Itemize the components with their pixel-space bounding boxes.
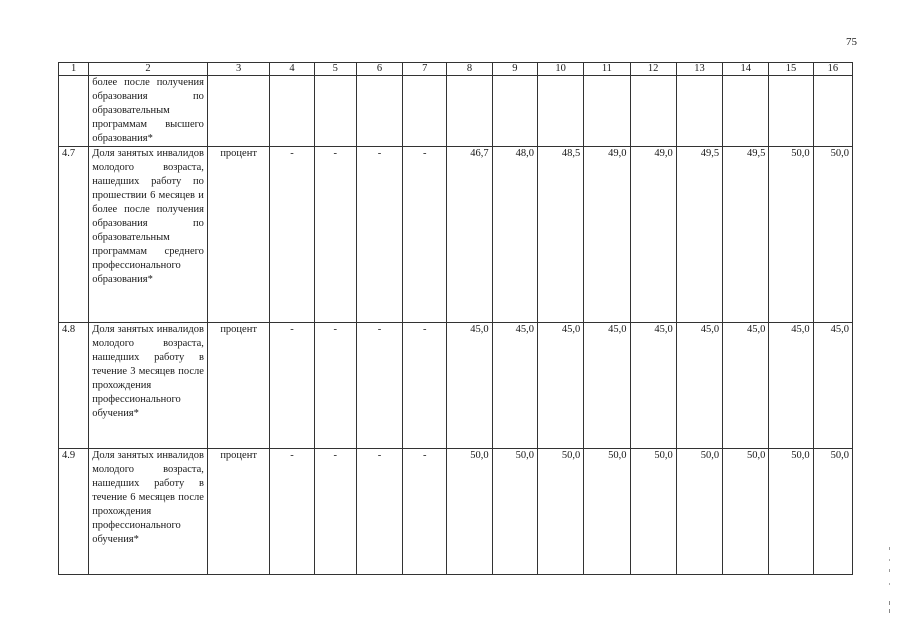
empty-cell <box>537 76 583 147</box>
column-number: 1 <box>59 63 89 76</box>
value-cell: 50,0 <box>630 449 676 575</box>
value-cell: - <box>270 449 314 575</box>
value-cell: - <box>270 147 314 323</box>
table-row-continued <box>59 76 853 147</box>
value-cell: 50,0 <box>492 449 537 575</box>
value-cell: 49,0 <box>630 147 676 323</box>
value-cell: 45,0 <box>537 323 583 449</box>
empty-cell <box>630 76 676 147</box>
value-cell: 50,0 <box>537 449 583 575</box>
value-cell: - <box>356 449 402 575</box>
column-number: 7 <box>403 63 447 76</box>
row-id: 4.8 <box>59 323 89 449</box>
value-cell: 45,0 <box>813 323 852 449</box>
column-number: 9 <box>492 63 537 76</box>
value-cell: 49,0 <box>584 147 630 323</box>
value-cell: 50,0 <box>723 449 769 575</box>
value-cell: - <box>403 449 447 575</box>
empty-cell <box>270 76 314 147</box>
value-cell: 45,0 <box>676 323 722 449</box>
page-number: 75 <box>846 36 857 48</box>
empty-cell <box>723 76 769 147</box>
value-cell: - <box>270 323 314 449</box>
column-number-row <box>59 63 853 76</box>
empty-cell <box>403 76 447 147</box>
row-id: 4.7 <box>59 147 89 323</box>
row-description: Доля занятых инвалидов молодого возраста, нашедших работу по прошествии 6 месяцев и более после получения образования по образовательным программам среднего профессионального образования* <box>89 147 208 323</box>
table-row <box>59 147 853 323</box>
value-cell: 50,0 <box>769 147 813 323</box>
column-number: 5 <box>314 63 356 76</box>
empty-cell <box>813 76 852 147</box>
row-description: Доля занятых инвалидов молодого возраста, нашедших работу в течение 3 месяцев после прохождения профессионального обучения* <box>89 323 208 449</box>
value-cell: 49,5 <box>723 147 769 323</box>
column-number: 15 <box>769 63 813 76</box>
value-cell: 45,0 <box>630 323 676 449</box>
row-description: более после получения образования по образовательным программам высшего образования* <box>89 76 208 147</box>
value-cell: 50,0 <box>813 147 852 323</box>
value-cell: - <box>403 147 447 323</box>
row-unit: процент <box>207 147 269 323</box>
value-cell: 45,0 <box>723 323 769 449</box>
empty-cell <box>314 76 356 147</box>
empty-cell <box>447 76 492 147</box>
value-cell: 48,0 <box>492 147 537 323</box>
value-cell: - <box>314 449 356 575</box>
value-cell: - <box>403 323 447 449</box>
row-id: 4.9 <box>59 449 89 575</box>
empty-cell <box>492 76 537 147</box>
value-cell: - <box>356 323 402 449</box>
column-number: 10 <box>537 63 583 76</box>
empty-cell <box>584 76 630 147</box>
value-cell: 45,0 <box>492 323 537 449</box>
column-number: 14 <box>723 63 769 76</box>
value-cell: 50,0 <box>584 449 630 575</box>
table-row <box>59 323 853 449</box>
column-number: 12 <box>630 63 676 76</box>
row-unit: процент <box>207 323 269 449</box>
row-id-cell <box>59 76 89 147</box>
value-cell: 48,5 <box>537 147 583 323</box>
value-cell: 50,0 <box>769 449 813 575</box>
empty-cell <box>356 76 402 147</box>
value-cell: - <box>356 147 402 323</box>
value-cell: - <box>314 323 356 449</box>
value-cell: 50,0 <box>447 449 492 575</box>
row-description: Доля занятых инвалидов молодого возраста, нашедших работу в течение 6 месяцев после прохождения профессионального обучения* <box>89 449 208 575</box>
column-number: 4 <box>270 63 314 76</box>
value-cell: 45,0 <box>769 323 813 449</box>
row-unit: процент <box>207 449 269 575</box>
column-number: 3 <box>207 63 269 76</box>
column-number: 8 <box>447 63 492 76</box>
column-number: 6 <box>356 63 402 76</box>
value-cell: 50,0 <box>676 449 722 575</box>
scan-margin-marks <box>888 545 892 618</box>
value-cell: 49,5 <box>676 147 722 323</box>
empty-cell <box>207 76 269 147</box>
table-row <box>59 449 853 575</box>
value-cell: 45,0 <box>447 323 492 449</box>
empty-cell <box>769 76 813 147</box>
value-cell: 45,0 <box>584 323 630 449</box>
column-number: 13 <box>676 63 722 76</box>
column-number: 2 <box>89 63 208 76</box>
value-cell: 50,0 <box>813 449 852 575</box>
value-cell: 46,7 <box>447 147 492 323</box>
column-number: 16 <box>813 63 852 76</box>
indicators-table <box>58 62 853 575</box>
empty-cell <box>676 76 722 147</box>
scan-artifact-icon <box>888 545 892 615</box>
value-cell: - <box>314 147 356 323</box>
column-number: 11 <box>584 63 630 76</box>
